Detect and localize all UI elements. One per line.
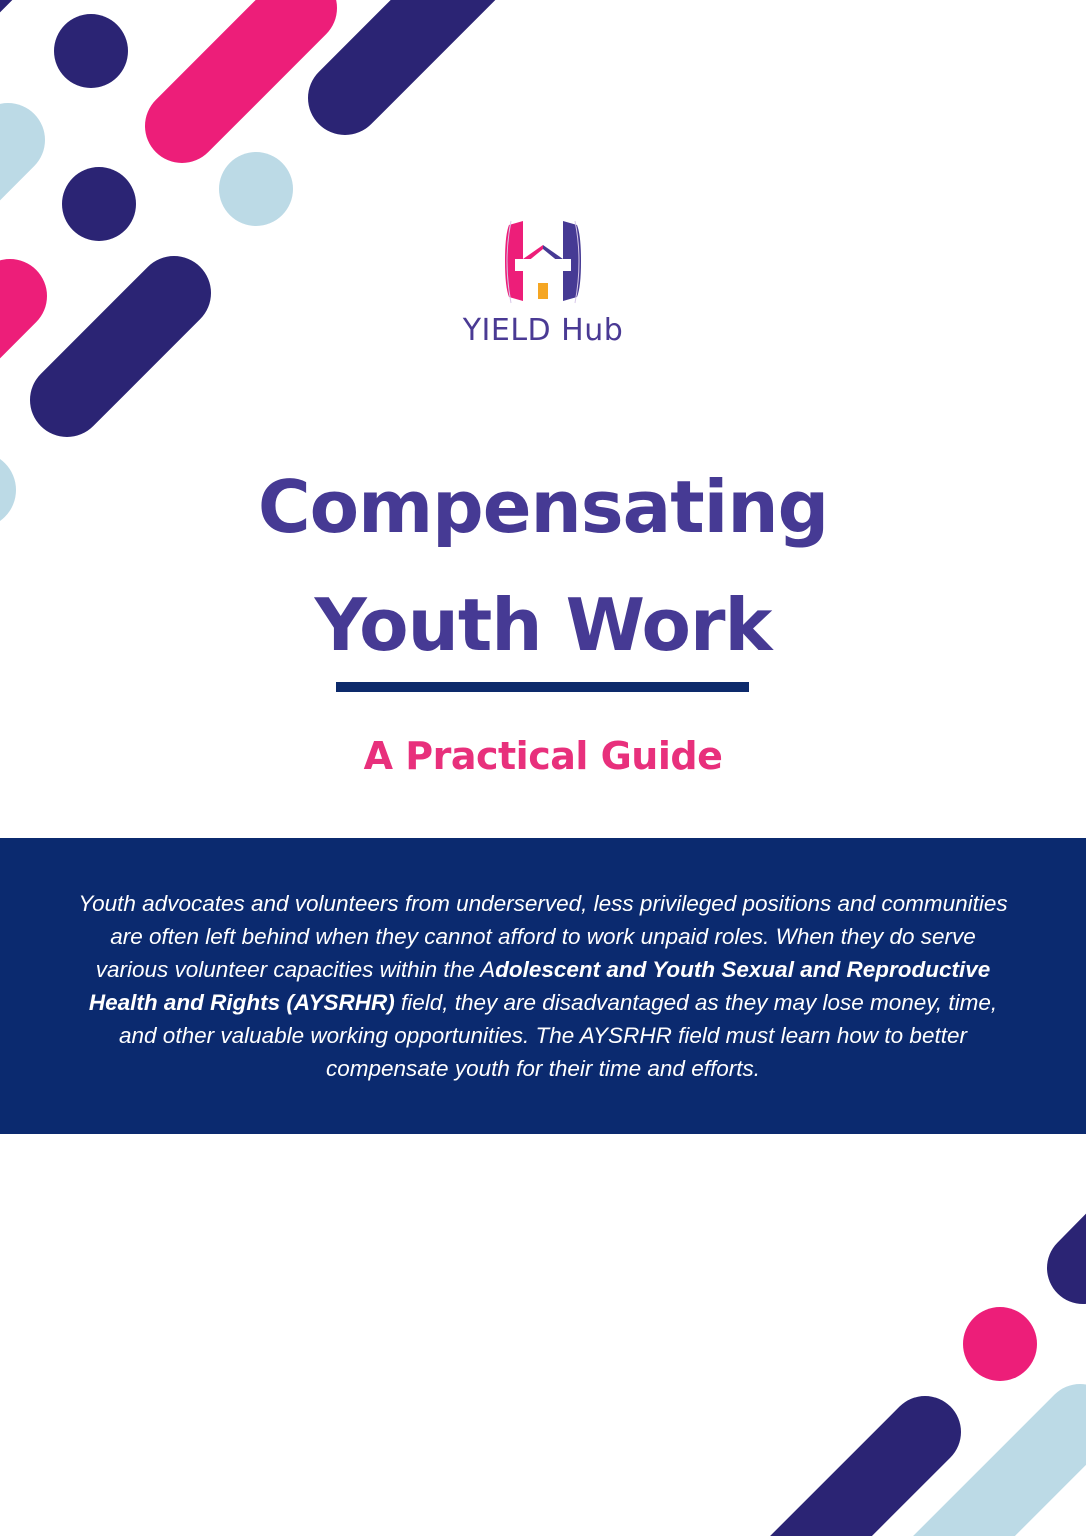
logo <box>0 215 1086 348</box>
pink-dot-br <box>963 1307 1037 1381</box>
page-title <box>0 448 1086 684</box>
house-h-logo-icon <box>501 215 585 307</box>
pink-pill-top <box>182 8 300 126</box>
title-divider <box>336 682 749 692</box>
title-line-1: Compensating <box>257 465 829 549</box>
navy-pill-br-long <box>780 1432 925 1536</box>
summary-seg-bold: dolescent and Youth Sexual and Reproductive Health and Rights (AYSRHR) <box>88 957 991 1015</box>
lightblue-pill-br <box>900 1420 1080 1536</box>
logo-text: YIELD Hub <box>462 313 624 348</box>
navy-pill-top-right <box>345 0 470 98</box>
lightblue-pill-left <box>0 140 8 208</box>
summary-seg-1: Youth advocates and volunteers from underserved, less privileged positions and communities are often left behind when they cannot afford to work unpaid roles. When they do serve various volunteer capacities within the A <box>78 891 1008 982</box>
summary-text <box>78 887 1008 1085</box>
subtitle: A Practical Guide <box>363 734 723 778</box>
summary-seg-3: field, they are disadvantaged as they may lose money, time, and other valuable working opportunities. The AYSRHR field must learn how to better compensate youth for their time and efforts. <box>119 990 998 1081</box>
summary-band <box>0 838 1086 1134</box>
navy-dot-top <box>54 14 128 88</box>
title-line-2: Youth Work <box>314 583 772 667</box>
